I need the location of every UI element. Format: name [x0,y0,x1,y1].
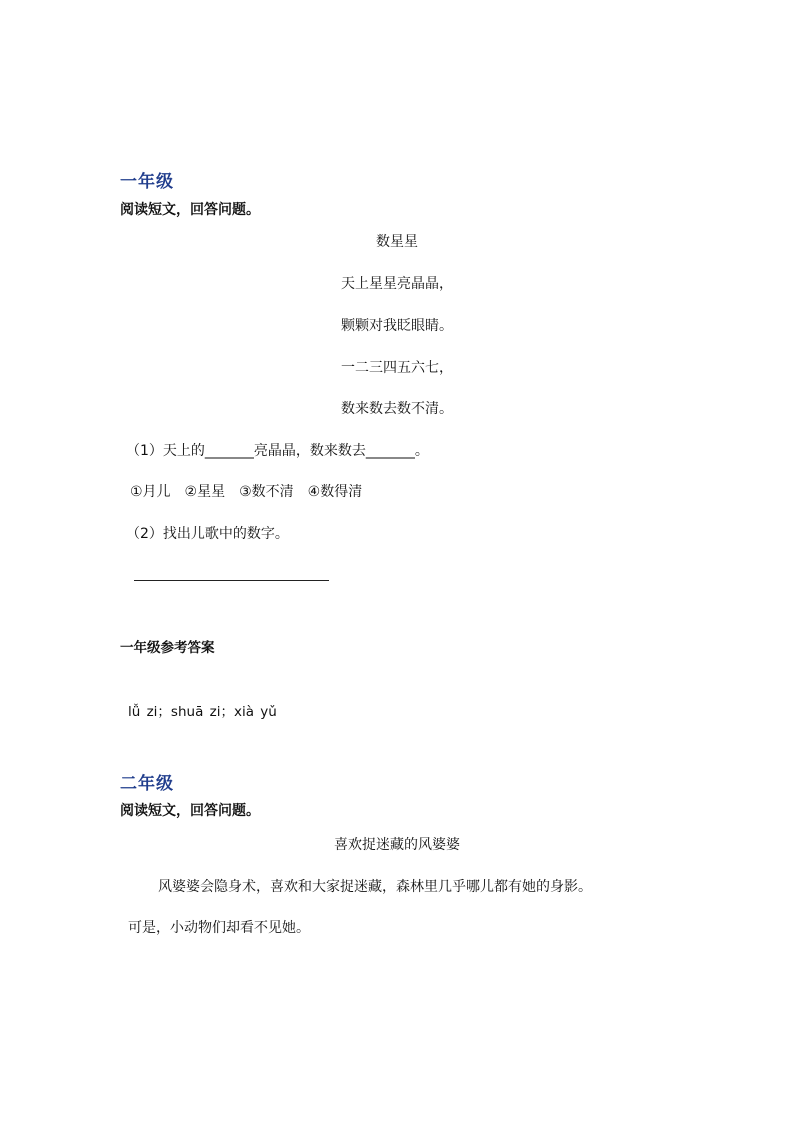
question-2: （2）找出儿歌中的数字。 [126,526,289,542]
grade2-instruction: 阅读短文，回答问题。 [120,803,260,819]
grade1-instruction: 阅读短文，回答问题。 [120,202,260,218]
question-1-options: ①月儿 ②星星 ③数不清 ④数得清 [130,484,363,500]
answer-key-title: 一年级参考答案 [120,640,215,656]
passage-line-2: 可是，小动物们却看不见她。 [128,920,310,936]
poem-line-1: 天上星星亮晶晶， [341,276,453,292]
poem-line-4: 数来数去数不清。 [341,401,453,417]
question-1: （1）天上的_______亮晶晶，数来数去_______。 [126,443,429,459]
grade1-heading: 一年级 [120,172,174,192]
answer-blank-line [134,580,329,581]
answer-key-text: lǚ zi；shuā zi；xià yǔ [128,704,277,720]
grade2-heading: 二年级 [120,774,174,794]
passage-line-1: 风婆婆会隐身术，喜欢和大家捉迷藏，森林里几乎哪儿都有她的身影。 [158,879,592,895]
poem-title: 数星星 [376,234,418,250]
poem-line-2: 颗颗对我眨眼睛。 [341,318,453,334]
passage-title: 喜欢捉迷藏的风婆婆 [334,837,460,853]
poem-line-3: 一二三四五六七， [341,360,453,376]
